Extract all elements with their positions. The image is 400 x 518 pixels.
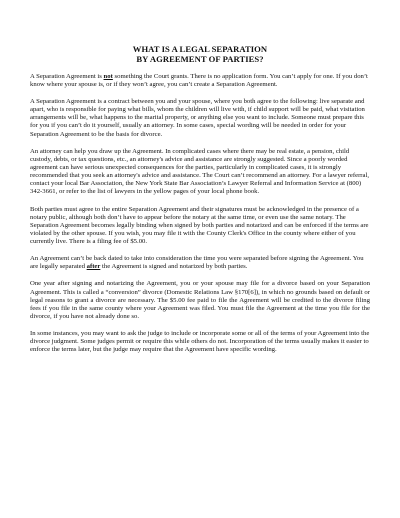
emphasis-not: not bbox=[103, 72, 113, 80]
page-title bbox=[30, 44, 370, 65]
title-line-2: BY AGREEMENT OF PARTIES? bbox=[136, 54, 264, 65]
paragraph-intro bbox=[30, 73, 370, 89]
paragraph-attorney: An attorney can help you draw up the Agreement. In complicated cases where there may be real estate, a pension, child custody, debts, or tax questions, etc., an attorney's advice and assistance are strongly suggested. Since a poorly worded agreement can have serious unexpected consequences for the parties, particularly in complicated cases, it is strongly recommended that you seek an attorney's advice and assistance. The Court can’t recommend an attorney. For a lawyer referral, contact your local Bar Association, the New York State Bar Association’s Lawyer Referral and Information Service at (800) 342-3661, or refer to the list of lawyers in the yellow pages of your local phone book. bbox=[30, 147, 370, 196]
title-line-1: WHAT IS A LEGAL SEPARATION bbox=[132, 44, 268, 54]
paragraph-signatures: Both parties must agree to the entire Separation Agreement and their signatures must be acknowledged in the presence of a notary public, although both don’t have to appear before the notary at the same time, or even use the same notary. The Separation Agreement becomes legally binding when signed by both parties and notarized and can be enforced if the terms are violated by the other spouse. If you wish, you may file it with the County Clerk's Office in the county where either of you currently live. There is a filing fee of $5.00. bbox=[30, 205, 369, 246]
paragraph-backdating bbox=[30, 255, 370, 271]
emphasis-after: after bbox=[86, 263, 101, 271]
paragraph-intro-text-b: something the Court grants. There is no application form. You can’t apply for one. If you don’t know where your spouse is, or if they won’t agree, you can’t create a Separation Agreement. bbox=[30, 72, 368, 88]
paragraph-definition: A Separation Agreement is a contract between you and your spouse, where you both agree to the following: live separate and apart, who is responsible for paying what bills, whom the children will live with, if child support will be paid, what visitation arrangements will be, what happens to the marital property, or anything else you want to include. Someone must prepare this for you if you can’t do it yourself, usually an attorney. In some cases, special wording will be needed in order for your Separation Agreement to be the basis for divorce. bbox=[30, 98, 365, 138]
paragraph-intro-text-a: A Separation Agreement is bbox=[30, 72, 104, 80]
paragraph-incorporation: In some instances, you may want to ask the judge to include or incorporate some or all of the terms of your Agreement into the divorce judgment. Some judges permit or require this while others do not. Incorporation of the terms usually makes it easier to enforce the terms later, but the judge may require that the Agreement have specific wording. bbox=[30, 330, 370, 354]
paragraph-backdating-text-b: the Agreement is signed and notarized by both parties. bbox=[100, 263, 248, 271]
paragraph-backdating-text-a: An Agreement can’t be back dated to take into consideration the time you were separated before signing the Agreement. You are legally separated bbox=[30, 255, 364, 271]
paragraph-conversion-divorce: One year after signing and notarizing the Agreement, you or your spouse may file for a divorce based on your Separation Agreement. This is called a “conversion” divorce (Domestic Relations Law §170[6]), in which no grounds based on default or legal reasons to grant a divorce are necessary. The $5.00 fee paid to file the Agreement will be credited to the divorce filing fees if you file in the same county where your Agreement was filed. You must file the Agreement at the time you file for the divorce, if you have not already done so. bbox=[30, 280, 370, 321]
